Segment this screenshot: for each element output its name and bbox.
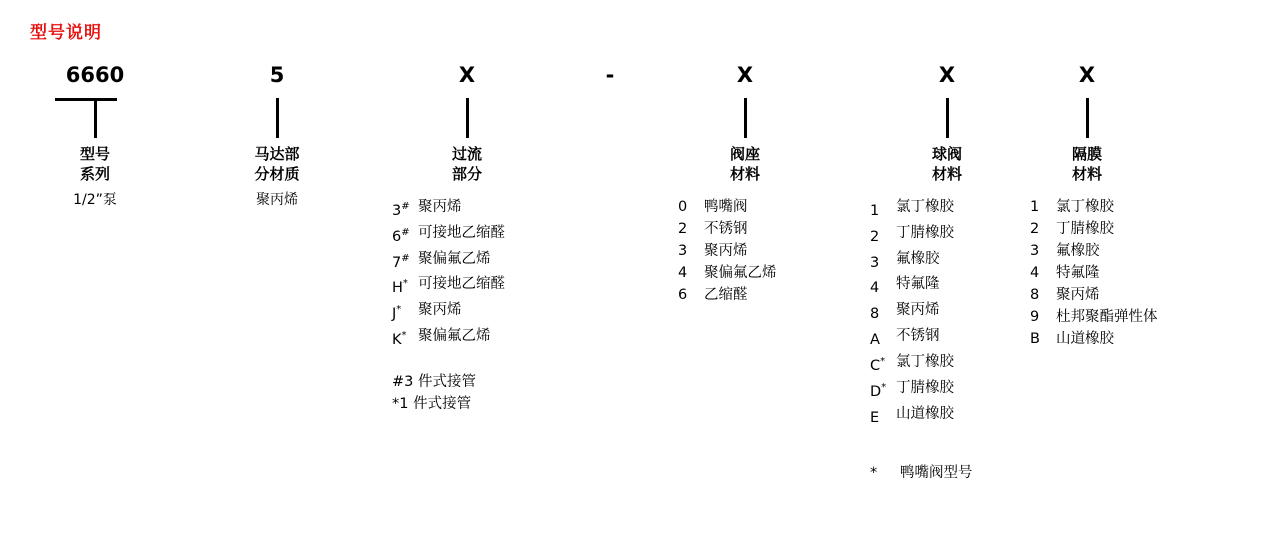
option-value: 可接地乙缩醛 xyxy=(418,224,505,241)
heading-line2: 材料 xyxy=(931,165,962,183)
option-key: 6 xyxy=(678,287,688,303)
option-value: 特氟隆 xyxy=(896,276,940,293)
column-motor-material xyxy=(212,60,342,209)
option-key: 2 xyxy=(870,228,880,245)
code-diaphragm-material: X xyxy=(1078,63,1096,87)
option-row xyxy=(1030,218,1252,240)
heading-model-series xyxy=(30,144,160,184)
option-key: 0 xyxy=(678,199,688,215)
option-key: 9 xyxy=(1030,309,1040,325)
options-ball-valve-material xyxy=(870,196,1042,428)
option-value: 氯丁橡胶 xyxy=(1056,199,1114,215)
option-row xyxy=(1030,284,1252,306)
option-key: 3 xyxy=(678,243,688,259)
option-value: 聚丙烯 xyxy=(704,243,748,259)
option-row xyxy=(392,222,562,248)
connector-diaphragm-material xyxy=(1022,90,1152,138)
heading-line1: 阀座 xyxy=(729,145,760,163)
page-title: 型号说明 xyxy=(30,23,102,43)
column-separator xyxy=(560,60,660,90)
subnote-motor-material: 聚丙烯 xyxy=(256,192,298,208)
option-key: H* xyxy=(392,278,408,297)
option-row xyxy=(870,325,1042,351)
option-value: 聚丙烯 xyxy=(418,302,462,319)
connector-ball-valve-material xyxy=(852,90,1042,138)
option-key: J* xyxy=(392,304,402,323)
heading-ball-valve-material xyxy=(852,144,1042,184)
option-row xyxy=(678,218,830,240)
connector-vline xyxy=(744,98,747,138)
code-ball-valve-material: X xyxy=(938,63,956,87)
option-value: 不锈钢 xyxy=(896,328,940,345)
column-valve-seat-material xyxy=(660,60,830,306)
footnotes-wetted-parts xyxy=(392,371,562,415)
option-row xyxy=(392,196,562,222)
option-value: 丁腈橡胶 xyxy=(896,379,954,396)
option-value: 聚丙烯 xyxy=(896,302,940,319)
option-key: 4 xyxy=(870,280,880,297)
option-row xyxy=(870,351,1042,377)
connector-vline xyxy=(1086,98,1089,138)
option-row xyxy=(870,299,1042,325)
option-value: 山道橡胶 xyxy=(1056,331,1114,347)
heading-line1: 过流 xyxy=(451,145,482,163)
option-value: 聚丙烯 xyxy=(1056,287,1100,303)
option-row xyxy=(392,325,562,351)
option-row xyxy=(678,196,830,218)
heading-line2: 系列 xyxy=(79,165,110,183)
option-value: 聚偏氟乙烯 xyxy=(418,250,491,267)
connector-vline xyxy=(276,98,279,138)
option-key: 8 xyxy=(1030,287,1040,303)
options-wetted-parts xyxy=(392,196,562,351)
option-value: 聚丙烯 xyxy=(418,199,462,215)
heading-valve-seat-material xyxy=(660,144,830,184)
code-model-series: 6660 xyxy=(65,63,125,87)
footnote-item: #3 件式接管 xyxy=(392,373,476,390)
option-value: 杜邦聚酯弹性体 xyxy=(1056,309,1158,325)
footnote-star: * xyxy=(870,465,878,482)
heading-diaphragm-material xyxy=(1022,144,1152,184)
option-row xyxy=(392,299,562,325)
option-key: C* xyxy=(870,355,886,374)
connector-vline xyxy=(466,98,469,138)
option-key: 1 xyxy=(1030,199,1040,215)
heading-line2: 部分 xyxy=(451,165,482,183)
option-value: 氯丁橡胶 xyxy=(896,353,954,370)
option-key: 2 xyxy=(678,221,688,237)
option-value: 丁腈橡胶 xyxy=(1056,221,1114,237)
heading-wetted-parts xyxy=(372,144,562,184)
option-key: 8 xyxy=(870,306,880,323)
option-value: 氟橡胶 xyxy=(896,250,940,267)
column-model-series xyxy=(30,60,160,209)
option-row xyxy=(870,196,1042,222)
code-motor-material: 5 xyxy=(269,63,285,87)
option-key: D* xyxy=(870,381,887,400)
option-row xyxy=(870,248,1042,274)
connector-hline xyxy=(55,98,117,101)
option-value: 聚偏氟乙烯 xyxy=(418,328,491,345)
option-value: 鸭嘴阀 xyxy=(704,199,748,215)
options-valve-seat-material xyxy=(678,196,830,306)
option-row xyxy=(678,284,830,306)
subnote-model-series: 1/2”泵 xyxy=(73,192,117,208)
option-key: 7# xyxy=(392,252,410,271)
option-value: 氯丁橡胶 xyxy=(896,199,954,215)
option-row xyxy=(1030,262,1252,284)
option-row xyxy=(870,222,1042,248)
connector-vline xyxy=(946,98,949,138)
connector-wetted-parts xyxy=(372,90,562,138)
option-value: 不锈钢 xyxy=(704,221,748,237)
heading-motor-material xyxy=(212,144,342,184)
connector-vline xyxy=(94,98,97,138)
connector-model-series xyxy=(30,90,160,138)
option-value: 可接地乙缩醛 xyxy=(418,276,505,293)
option-key: E xyxy=(870,409,880,426)
code-separator: - xyxy=(605,63,615,87)
option-key: 3 xyxy=(1030,243,1040,259)
option-row xyxy=(392,273,562,299)
option-key: K* xyxy=(392,330,407,348)
column-diaphragm-material xyxy=(1022,60,1252,350)
option-value: 丁腈橡胶 xyxy=(896,224,954,241)
option-row xyxy=(1030,306,1252,328)
option-value: 氟橡胶 xyxy=(1056,243,1100,259)
options-diaphragm-material xyxy=(1030,196,1252,350)
option-key: 4 xyxy=(678,265,688,281)
heading-line2: 材料 xyxy=(1071,165,1102,183)
option-value: 特氟隆 xyxy=(1056,265,1100,281)
code-wetted-parts: X xyxy=(458,63,476,87)
option-key: A xyxy=(870,331,880,348)
connector-valve-seat-material xyxy=(660,90,830,138)
option-key: B xyxy=(1030,331,1040,347)
option-key: 6# xyxy=(392,226,410,245)
code-valve-seat-material: X xyxy=(736,63,754,87)
option-row xyxy=(1030,240,1252,262)
option-key: 4 xyxy=(1030,265,1040,281)
footnote-ball-valve-material xyxy=(870,462,1042,484)
option-row xyxy=(678,240,830,262)
option-value: 聚偏氟乙烯 xyxy=(704,265,777,281)
option-key: 3 xyxy=(870,254,880,271)
option-value: 乙缩醛 xyxy=(704,287,748,303)
column-wetted-parts xyxy=(372,60,562,415)
footnote-item: *1 件式接管 xyxy=(392,395,472,412)
heading-line1: 马达部 xyxy=(254,145,300,163)
option-value: 山道橡胶 xyxy=(896,405,954,422)
option-key: 2 xyxy=(1030,221,1040,237)
option-row xyxy=(1030,328,1252,350)
heading-line1: 球阀 xyxy=(931,145,962,163)
option-row xyxy=(678,262,830,284)
option-row xyxy=(392,248,562,274)
option-row xyxy=(870,377,1042,403)
heading-line1: 隔膜 xyxy=(1071,145,1102,163)
option-key: 3# xyxy=(392,201,410,219)
option-row xyxy=(870,403,1042,429)
connector-motor-material xyxy=(212,90,342,138)
heading-line2: 材料 xyxy=(729,165,760,183)
option-key: 1 xyxy=(870,202,880,219)
option-row xyxy=(870,273,1042,299)
option-row xyxy=(1030,196,1252,218)
heading-line1: 型号 xyxy=(79,145,110,163)
heading-line2: 分材质 xyxy=(254,165,300,183)
column-ball-valve-material xyxy=(852,60,1042,484)
footnote-text: 鸭嘴阀型号 xyxy=(900,465,973,482)
